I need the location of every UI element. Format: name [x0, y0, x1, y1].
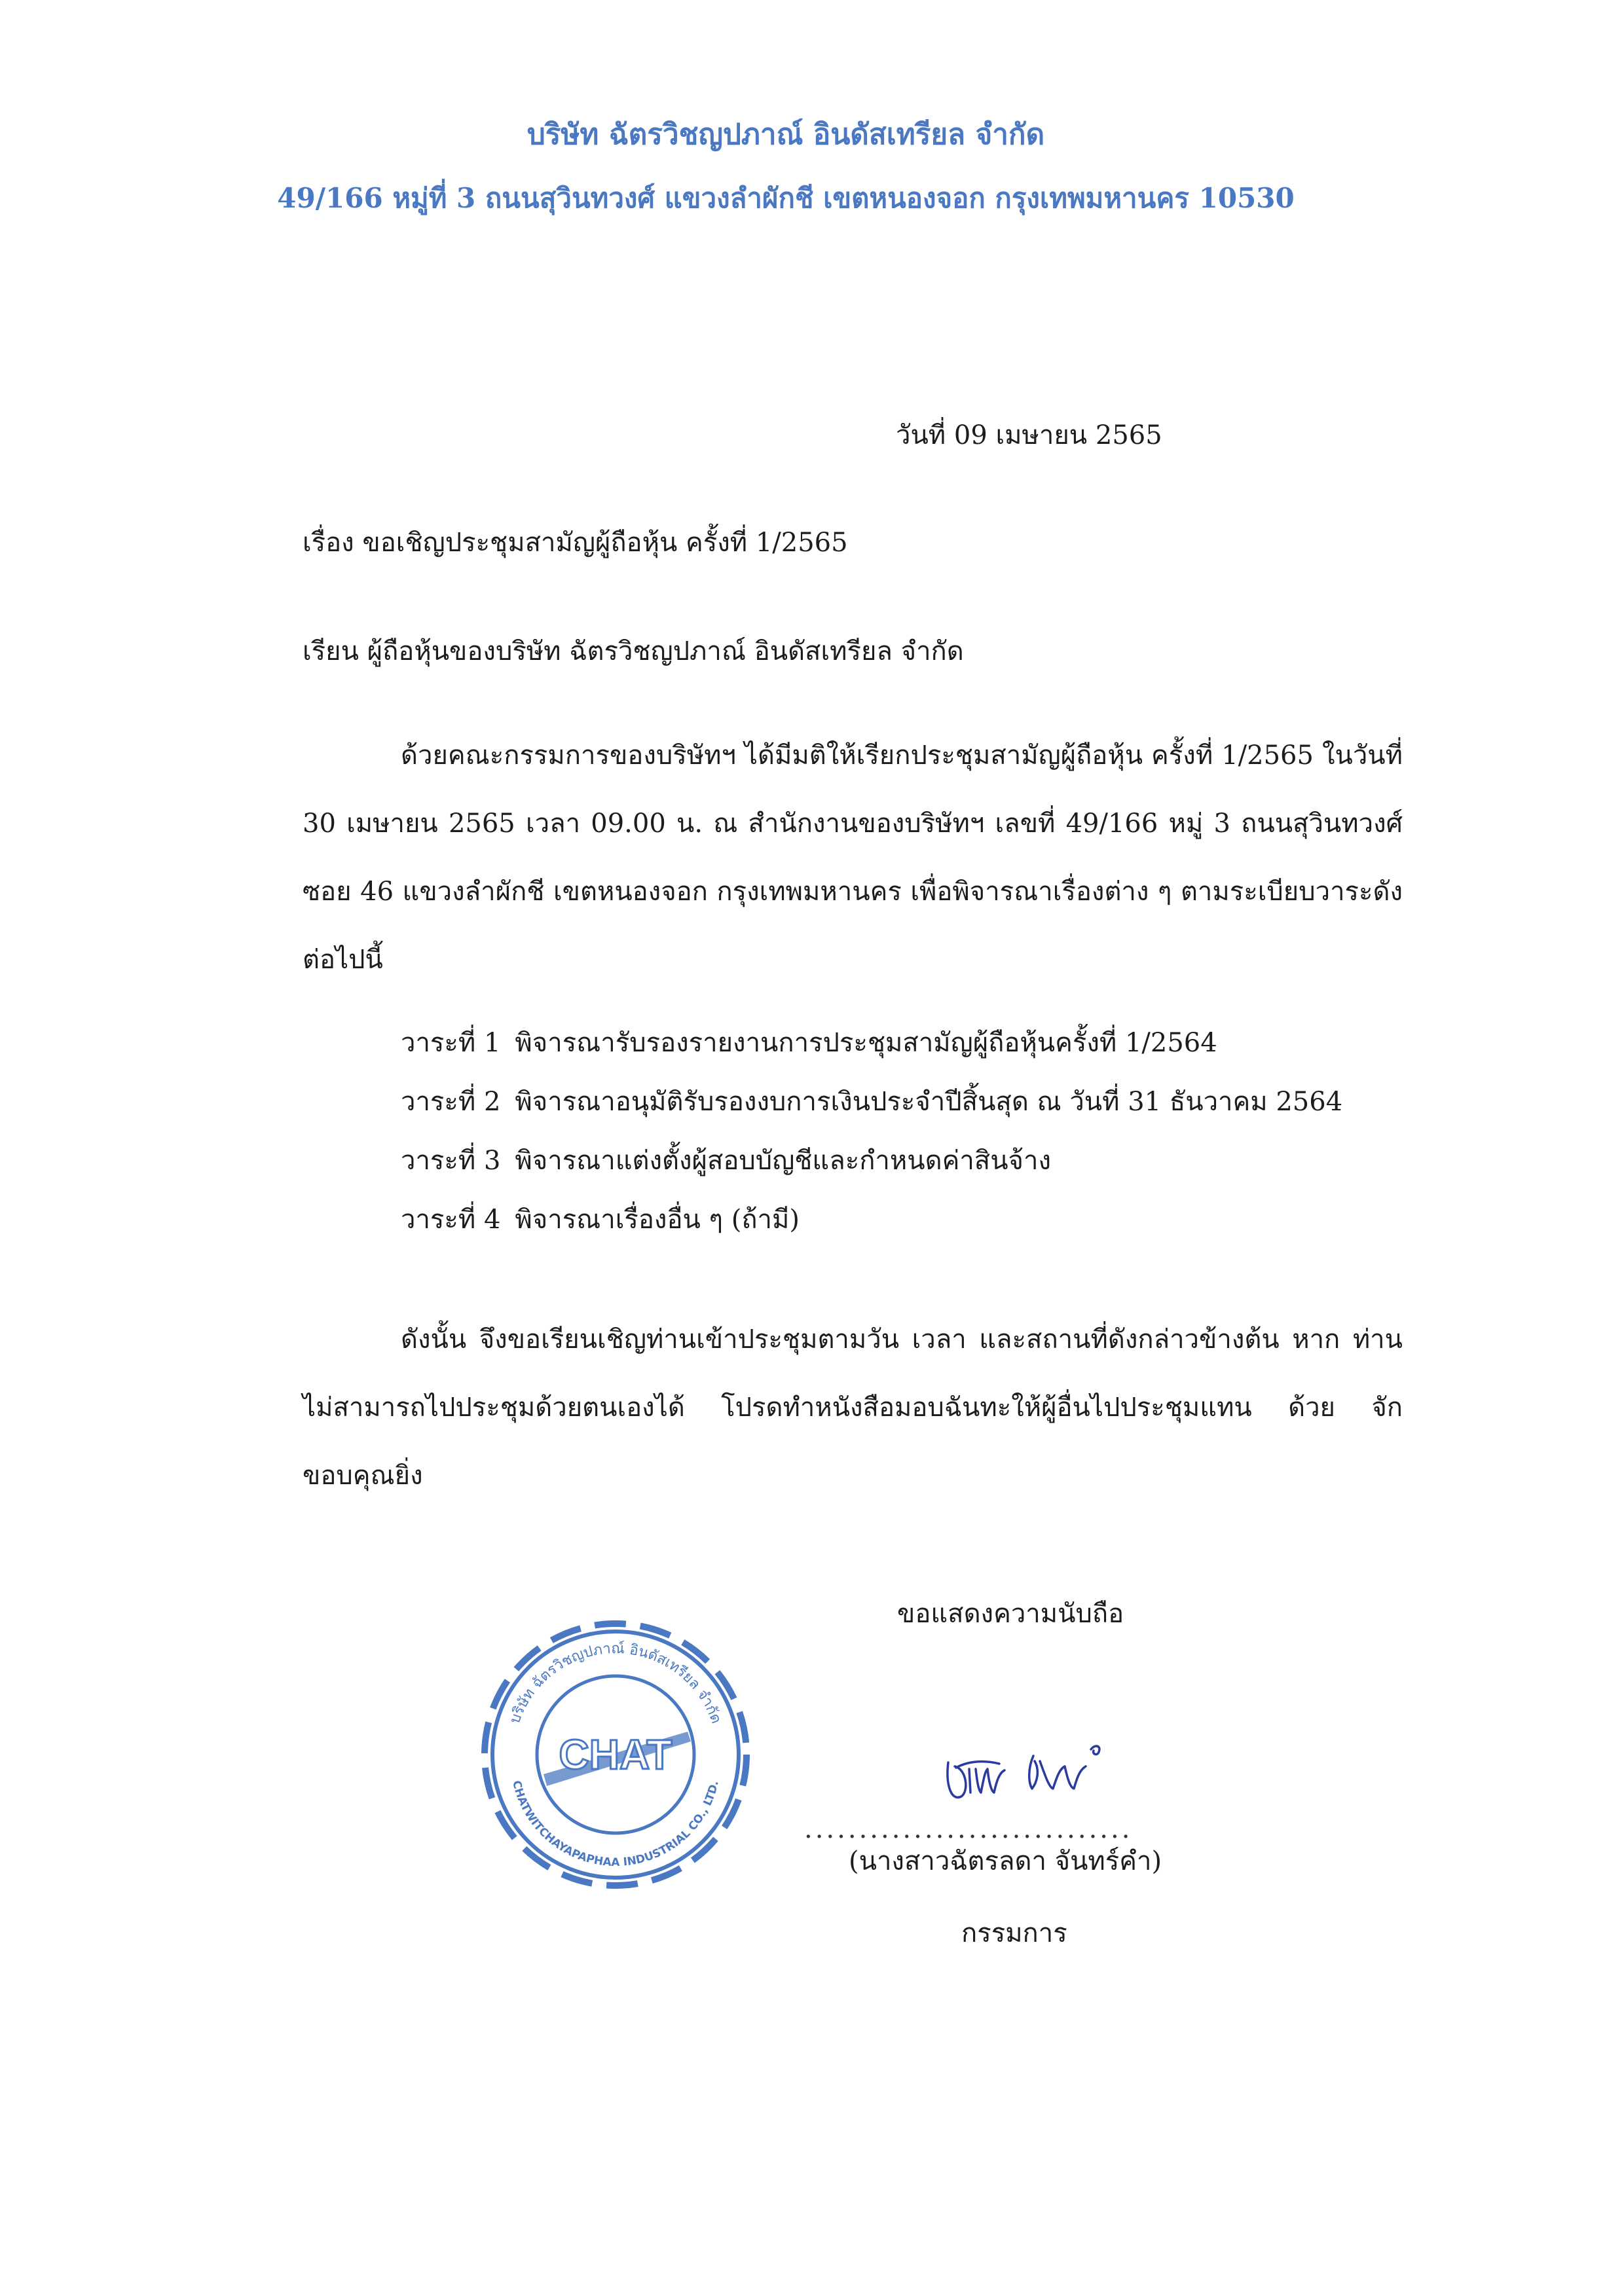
letter-subject: เรื่อง ขอเชิญประชุมสามัญผู้ถือหุ้น ครั้งที่ 1/2565	[303, 528, 848, 558]
company-address: 49/166 หมู่ที่ 3 ถนนสุวินทวงศ์ แขวงลำผักชี เขตหนองจอก กรุงเทพมหานคร 10530	[277, 182, 1295, 214]
seal-logo: CHAT	[559, 1731, 673, 1778]
closing-paragraph: ดังนั้น จึงขอเรียนเชิญท่านเข้าประชุมตามวัน เวลา และสถานที่ดังกล่าวข้างต้น หาก ท่านไม่สามารถไปประชุมด้วยตนเองได้ โปรดทำหนังสือมอบฉันทะให้ผู้อื่นไปประชุมแทน ด้วย จักขอบคุณยิ่ง	[303, 1324, 1403, 1491]
agenda-item: วาระที่ 2 พิจารณาอนุมัติรับรองงบการเงินประจำปีสิ้นสุด ณ วันที่ 31 ธันวาคม 2564	[401, 1087, 1343, 1117]
svg-text:CHATWITCHAYAPAPHAA INDUSTRIAL	[509, 1779, 722, 1869]
svg-text:บริษัท ฉัตรวิชญปภาณ์ อินดัสเทร	[507, 1641, 724, 1726]
signatory-name: (นางสาวฉัตรลดา จันทร์คำ)	[849, 1846, 1162, 1876]
letter-recipient: เรียน ผู้ถือหุ้นของบริษัท ฉัตรวิชญปภาณ์ อินดัสเทรียล จำกัด	[303, 636, 964, 666]
company-seal	[458, 1597, 773, 1912]
salutation: ขอแสดงความนับถือ	[897, 1599, 1124, 1629]
letter-date: วันที่ 09 เมษายน 2565	[896, 420, 1162, 450]
seal-text-bottom: CHATWITCHAYAPAPHAA INDUSTRIAL CO., LTD.	[509, 1779, 722, 1870]
signatory-title: กรรมการ	[961, 1918, 1067, 1948]
company-name: บริษัท ฉัตรวิชญปภาณ์ อินดัสเทรียล จำกัด	[526, 118, 1045, 151]
agenda-item: วาระที่ 3 พิจารณาแต่งตั้งผู้สอบบัญชีและกำหนดค่าสินจ้าง	[401, 1146, 1051, 1176]
seal-text-top: บริษัท ฉัตรวิชญปภาณ์ อินดัสเทรียล จำกัด	[506, 1640, 725, 1726]
agenda-item: วาระที่ 1 พิจารณารับรองรายงานการประชุมสามัญผู้ถือหุ้นครั้งที่ 1/2564	[401, 1028, 1217, 1058]
intro-paragraph: ด้วยคณะกรรมการของบริษัทฯ ได้มีมติให้เรียกประชุมสามัญผู้ถือหุ้น ครั้งที่ 1/2565 ในวันที่ 30 เมษายน 2565 เวลา 09.00 น. ณ สำนักงานของบริษัทฯ เลขที่ 49/166 หมู่ 3 ถนนสุวินทวงศ์ ซอย 46 แขวงลำผักชี เขตหนองจอก กรุงเทพมหานคร เพื่อพิจารณาเรื่องต่าง ๆ ตามระเบียบวาระดังต่อไปนี้	[303, 740, 1403, 975]
signature-image	[936, 1728, 1159, 1813]
agenda-item: วาระที่ 4 พิจารณาเรื่องอื่น ๆ (ถ้ามี)	[401, 1205, 800, 1235]
signature-line: ..............................	[804, 1814, 1133, 1844]
agenda-list	[401, 1013, 1342, 1249]
